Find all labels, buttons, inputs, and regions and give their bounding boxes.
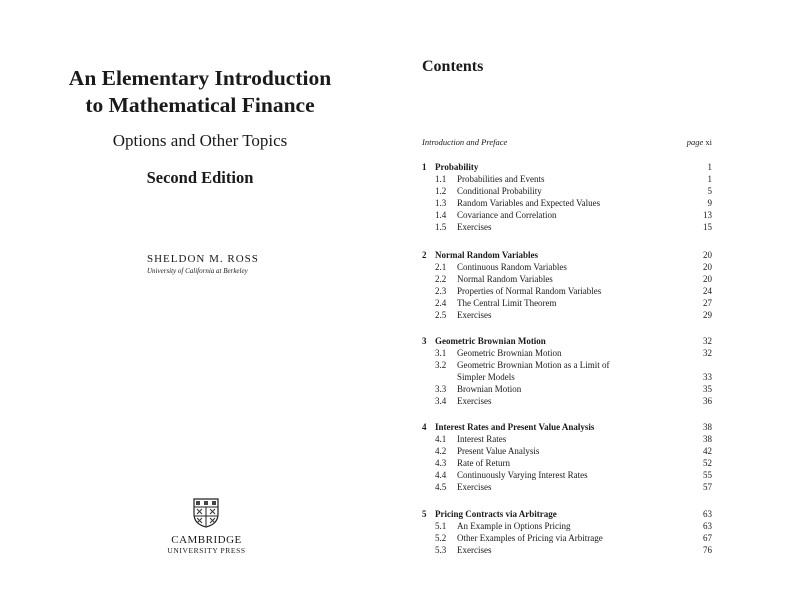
section-row — [422, 457, 712, 469]
section-title: Exercises — [457, 396, 492, 406]
section-number: 1.2 — [435, 186, 447, 196]
section-row — [422, 433, 712, 445]
section-row — [422, 445, 712, 457]
chapter-page: 38 — [703, 422, 712, 432]
chapter-number: 2 — [422, 250, 427, 260]
section-page: 5 — [707, 186, 712, 196]
section-number: 3.2 — [435, 360, 447, 370]
intro-page-number: xi — [705, 137, 712, 147]
section-number: 3.4 — [435, 396, 447, 406]
section-title: Random Variables and Expected Values — [457, 198, 601, 208]
chapter-number: 4 — [422, 422, 427, 432]
section-page: 20 — [703, 274, 712, 284]
section-title: Simpler Models — [457, 372, 515, 382]
section-row — [422, 481, 712, 493]
section-page: 20 — [703, 262, 712, 272]
section-title: Geometric Brownian Motion — [457, 348, 562, 358]
section-page: 57 — [703, 482, 712, 492]
section-number: 3.3 — [435, 384, 447, 394]
section-number: 5.1 — [435, 521, 447, 531]
section-page: 15 — [703, 222, 712, 232]
chapter-number: 5 — [422, 509, 427, 519]
section-title: Brownian Motion — [457, 384, 522, 394]
section-page: 38 — [703, 434, 712, 444]
section-number: 1.4 — [435, 210, 447, 220]
contents-heading: Contents — [422, 58, 484, 75]
section-number: 2.3 — [435, 286, 447, 296]
chapter-page: 32 — [703, 336, 712, 346]
section-row — [422, 309, 712, 321]
section-row — [422, 532, 712, 544]
chapter-block — [422, 508, 712, 556]
section-number: 2.1 — [435, 262, 447, 272]
section-title: Properties of Normal Random Variables — [457, 286, 602, 296]
chapter-page: 1 — [707, 162, 712, 172]
publisher-subname: UNIVERSITY PRESS — [167, 546, 246, 555]
section-row — [422, 395, 712, 407]
chapter-row — [422, 249, 712, 261]
section-number: 2.2 — [435, 274, 447, 284]
section-page: 35 — [703, 384, 712, 394]
section-number: 1.1 — [435, 174, 447, 184]
chapter-page: 63 — [703, 509, 712, 519]
chapter-block — [422, 421, 712, 493]
section-title: Exercises — [457, 310, 492, 320]
chapter-title: Probability — [435, 162, 479, 172]
section-row — [422, 469, 712, 481]
section-number: 2.5 — [435, 310, 447, 320]
author-name: SHELDON M. ROSS — [147, 253, 259, 265]
section-number: 4.2 — [435, 446, 447, 456]
section-page: 9 — [707, 198, 712, 208]
section-title: Normal Random Variables — [457, 274, 553, 284]
chapter-title: Interest Rates and Present Value Analysis — [435, 422, 595, 432]
chapter-row — [422, 335, 712, 347]
chapter-title: Normal Random Variables — [435, 250, 539, 260]
section-title: Interest Rates — [457, 434, 507, 444]
section-row — [422, 185, 712, 197]
section-number: 1.3 — [435, 198, 447, 208]
chapter-block — [422, 161, 712, 233]
section-row — [422, 285, 712, 297]
section-title: Rate of Return — [457, 458, 510, 468]
section-page: 42 — [703, 446, 712, 456]
section-title: Probabilities and Events — [457, 174, 545, 184]
section-title: Exercises — [457, 222, 492, 232]
section-page: 36 — [703, 396, 712, 406]
section-page: 32 — [703, 348, 712, 358]
book-title-line-2: to Mathematical Finance — [85, 93, 315, 117]
section-page: 27 — [703, 298, 712, 308]
section-title: Continuous Random Variables — [457, 262, 567, 272]
section-row — [422, 359, 712, 371]
section-title: An Example in Options Pricing — [457, 521, 571, 531]
section-page: 76 — [703, 545, 712, 555]
section-title: The Central Limit Theorem — [457, 298, 557, 308]
section-row — [422, 383, 712, 395]
section-row — [422, 520, 712, 532]
chapter-row — [422, 508, 712, 520]
section-row — [422, 297, 712, 309]
section-row — [422, 209, 712, 221]
chapter-number: 1 — [422, 162, 427, 172]
chapter-number: 3 — [422, 336, 427, 346]
section-row — [422, 371, 712, 383]
chapter-row — [422, 421, 712, 433]
page-prefix: page — [686, 137, 704, 147]
publisher-name: CAMBRIDGE — [171, 534, 242, 546]
section-number: 4.1 — [435, 434, 447, 444]
section-number: 5.2 — [435, 533, 447, 543]
section-number: 4.5 — [435, 482, 447, 492]
section-number: 2.4 — [435, 298, 447, 308]
section-row — [422, 261, 712, 273]
section-page: 13 — [703, 210, 712, 220]
section-title: Other Examples of Pricing via Arbitrage — [457, 533, 603, 543]
section-row — [422, 273, 712, 285]
chapter-block — [422, 335, 712, 407]
section-page: 67 — [703, 533, 712, 543]
chapter-page: 20 — [703, 250, 712, 260]
author-affiliation: University of California at Berkeley — [147, 267, 248, 275]
section-row — [422, 197, 712, 209]
section-page: 29 — [703, 310, 712, 320]
section-row — [422, 347, 712, 359]
section-page: 24 — [703, 286, 712, 296]
chapter-title: Pricing Contracts via Arbitrage — [435, 509, 557, 519]
book-subtitle: Options and Other Topics — [112, 131, 288, 150]
section-page: 52 — [703, 458, 712, 468]
section-title: Present Value Analysis — [457, 446, 540, 456]
section-number: 4.4 — [435, 470, 447, 480]
section-title: Continuously Varying Interest Rates — [457, 470, 588, 480]
section-title: Covariance and Correlation — [457, 210, 557, 220]
section-row — [422, 221, 712, 233]
chapter-title: Geometric Brownian Motion — [435, 336, 546, 346]
section-title: Exercises — [457, 545, 492, 555]
section-number: 3.1 — [435, 348, 447, 358]
section-title: Conditional Probability — [457, 186, 542, 196]
section-title: Geometric Brownian Motion as a Limit of — [457, 360, 610, 370]
section-row — [422, 544, 712, 556]
section-page: 1 — [707, 174, 712, 184]
chapter-block — [422, 249, 712, 321]
section-page: 55 — [703, 470, 712, 480]
book-title-line-1: An Elementary Introduction — [68, 66, 332, 90]
section-row — [422, 173, 712, 185]
section-title: Exercises — [457, 482, 492, 492]
edition-label: Second Edition — [146, 168, 254, 187]
section-number: 1.5 — [435, 222, 447, 232]
section-page: 63 — [703, 521, 712, 531]
cambridge-crest-icon — [193, 498, 219, 528]
section-number: 4.3 — [435, 458, 447, 468]
section-page: 33 — [703, 372, 712, 382]
intro-entry-page — [687, 138, 712, 147]
intro-entry-title: Introduction and Preface — [422, 137, 508, 147]
chapter-row — [422, 161, 712, 173]
section-number: 5.3 — [435, 545, 447, 555]
